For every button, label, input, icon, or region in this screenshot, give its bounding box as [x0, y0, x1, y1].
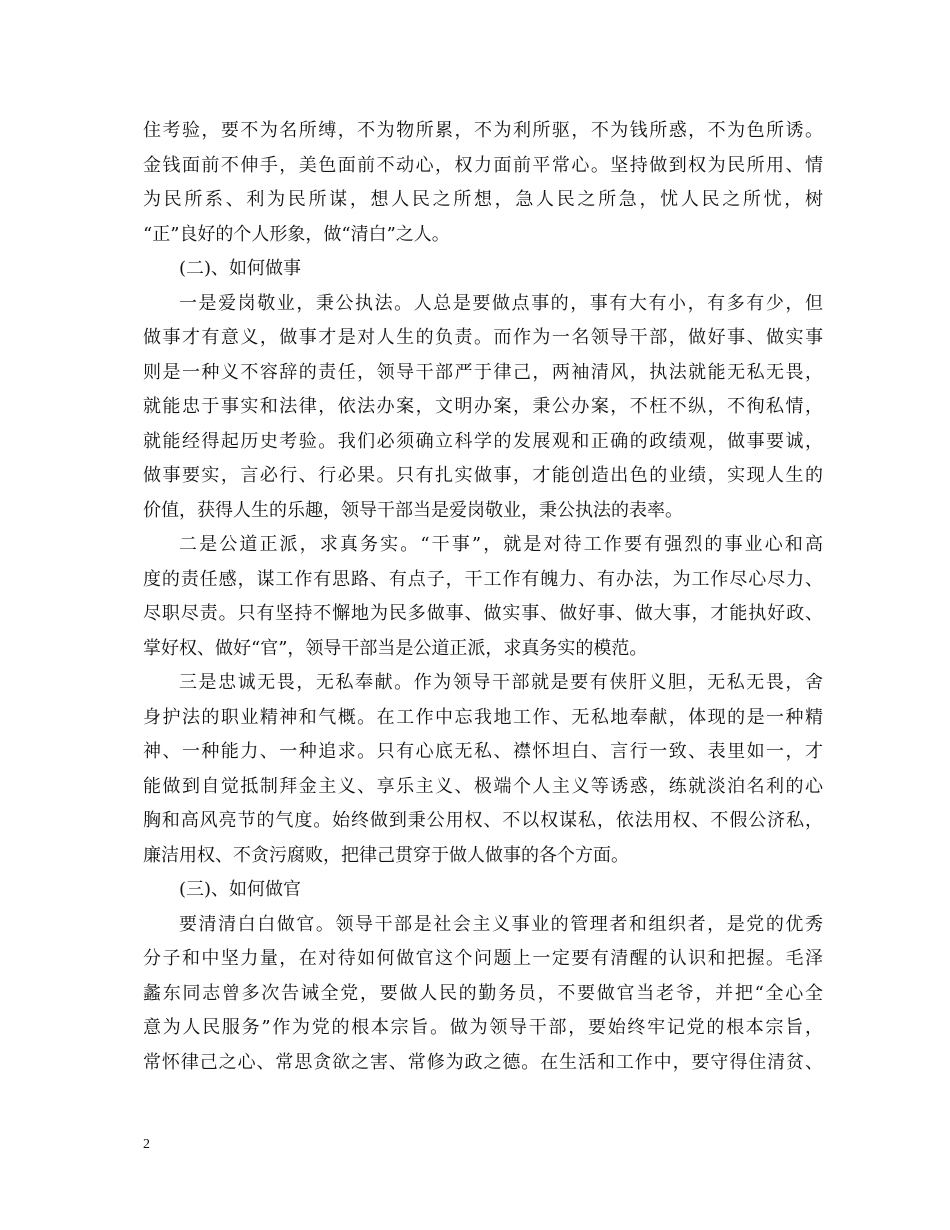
- text-line: 意为人民服务”作为党的根本宗旨。做为领导干部，要始终牢记党的根本宗旨，: [143, 1017, 823, 1038]
- text-line: 常怀律己之心、常思贪欲之害、常修为政之德。在生活和工作中，要守得住清贫、: [143, 1051, 823, 1073]
- text-line: 为民所系、利为民所谋，想人民之所想，急人民之所急，忧人民之所忧，树: [143, 189, 823, 210]
- text-line: 二是公道正派，求真务实。“干事”，就是对待工作要有强烈的事业心和高: [179, 534, 823, 555]
- text-line: “正”良好的个人形象，做“清白”之人。: [143, 223, 450, 245]
- text-line: 尽职尽责。只有坚持不懈地为民多做事、做实事、做好事、做大事，才能执好政、: [143, 603, 823, 624]
- text-line: 掌好权、做好“官”，领导干部当是公道正派，求真务实的模范。: [143, 637, 648, 659]
- text-line: 身护法的职业精神和气概。在工作中忘我地工作、无私地奉献，体现的是一种精: [143, 706, 823, 728]
- body-text: [143, 114, 823, 1080]
- text-line: (二)、如何做事: [179, 258, 302, 279]
- text-line: 则是一种义不容辞的责任，领导干部严于律己，两袖清风，执法就能无私无畏，: [143, 361, 823, 383]
- text-line: 要清清白白做官。领导干部是社会主义事业的管理者和组织者，是党的优秀: [179, 913, 823, 935]
- text-line: 就能经得起历史考验。我们必须确立科学的发展观和正确的政绩观，做事要诚，: [143, 430, 823, 452]
- text-line: 价值，获得人生的乐趣，领导干部当是爱岗敬业，秉公执法的表率。: [143, 499, 683, 521]
- text-line: 胸和高风亮节的气度。始终做到秉公用权、不以权谋私，依法用权、不假公济私，: [143, 810, 823, 831]
- text-line: 就能忠于事实和法律，依法办案，文明办案，秉公办案，不枉不纵，不徇私情，: [143, 396, 823, 417]
- text-line: 神、一种能力、一种追求。只有心底无私、襟怀坦白、言行一致、表里如一，才: [143, 741, 823, 762]
- text-line: (三)、如何做官: [179, 879, 302, 900]
- text-line: 能做到自觉抵制拜金主义、享乐主义、极端个人主义等诱惑，练就淡泊名利的心: [143, 775, 823, 797]
- text-line: 廉洁用权、不贪污腐败，把律己贯穿于做人做事的各个方面。: [143, 844, 629, 866]
- page-number: 2: [143, 1137, 150, 1152]
- text-line: 做事要实，言必行、行必果。只有扎实做事，才能创造出色的业绩，实现人生的: [143, 465, 823, 486]
- text-line: 住考验，要不为名所缚，不为物所累，不为利所驱，不为钱所惑，不为色所诱。: [143, 120, 823, 141]
- text-line: 三是忠诚无畏，无私奉献。作为领导干部就是要有侠肝义胆，无私无畏，舍: [179, 672, 823, 693]
- text-line: 蠡东同志曾多次告诫全党，要做人民的勤务员，不要做官当老爷，并把“全心全: [143, 982, 823, 1004]
- text-line: 金钱面前不伸手，美色面前不动心，权力面前平常心。坚持做到权为民所用、情: [143, 154, 823, 176]
- text-line: 度的责任感，谋工作有思路、有点子，干工作有魄力、有办法，为工作尽心尽力、: [143, 568, 823, 590]
- text-line: 一是爱岗敬业，秉公执法。人总是要做点事的，事有大有小，有多有少，但: [179, 292, 823, 314]
- text-line: 做事才有意义，做事才是对人生的负责。而作为一名领导干部，做好事、做实事: [143, 327, 823, 348]
- text-line: 分子和中坚力量，在对待如何做官这个问题上一定要有清醒的认识和把握。毛泽: [143, 948, 823, 969]
